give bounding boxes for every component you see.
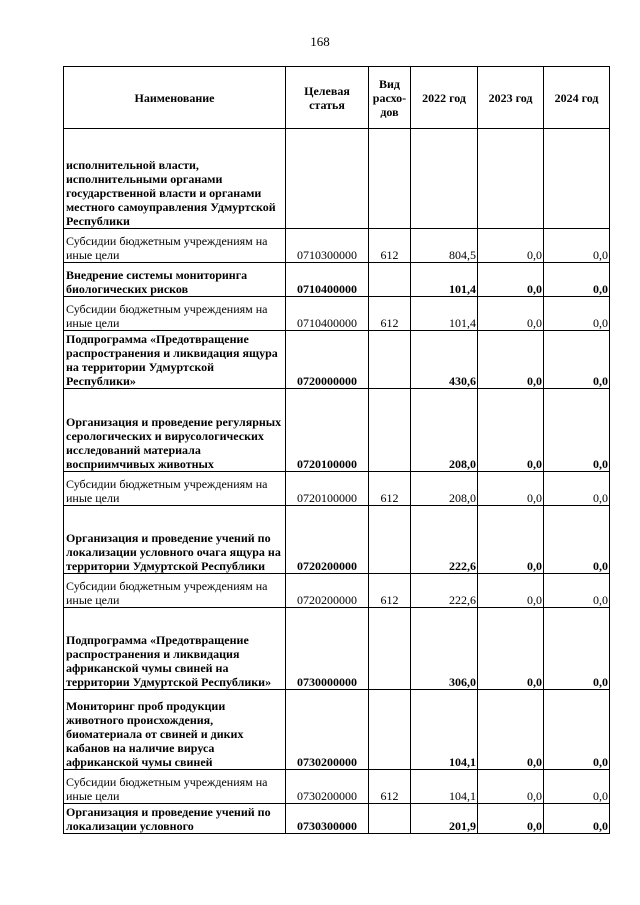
cell-2023: 0,0: [478, 804, 544, 834]
cell-code: 0720200000: [286, 506, 369, 574]
table-row: [64, 574, 610, 608]
cell-name: Внедрение системы мониторинга биологических рисков: [64, 263, 286, 297]
table-header-row: [64, 67, 610, 129]
cell-name: Организация и проведение учений по локализации условного очага ящура на территории Удмуртской Республики: [64, 506, 286, 574]
cell-code: 0730200000: [286, 770, 369, 804]
cell-2022: 222,6: [411, 574, 478, 608]
cell-2023: 0,0: [478, 608, 544, 690]
cell-2023: 0,0: [478, 263, 544, 297]
cell-2022: 104,1: [411, 690, 478, 770]
cell-2024: 0,0: [544, 804, 610, 834]
cell-2023: 0,0: [478, 472, 544, 506]
cell-2024: 0,0: [544, 297, 610, 331]
header-2024: 2024 год: [544, 67, 610, 129]
cell-2022: 201,9: [411, 804, 478, 834]
cell-2024: 0,0: [544, 389, 610, 472]
header-2022: 2022 год: [411, 67, 478, 129]
table-row: [64, 608, 610, 690]
cell-code: 0720100000: [286, 472, 369, 506]
cell-expense-type: [369, 263, 411, 297]
cell-name: Мониторинг проб продукции животного происхождения, биоматериала от свиней и диких кабанов на наличие вируса африканской чумы свиней: [64, 690, 286, 770]
cell-expense-type: [369, 804, 411, 834]
cell-expense-type: 612: [369, 574, 411, 608]
cell-code: 0730300000: [286, 804, 369, 834]
cell-code: 0710400000: [286, 297, 369, 331]
cell-2024: 0,0: [544, 608, 610, 690]
cell-code: [286, 129, 369, 229]
cell-2024: [544, 129, 610, 229]
cell-expense-type: 612: [369, 472, 411, 506]
cell-name: Субсидии бюджетным учреждениям на иные цели: [64, 297, 286, 331]
table-row: [64, 263, 610, 297]
table-row: [64, 389, 610, 472]
header-code: Целевая статья: [286, 67, 369, 129]
cell-expense-type: 612: [369, 297, 411, 331]
table-row: [64, 297, 610, 331]
table-row: [64, 472, 610, 506]
table-row: [64, 229, 610, 263]
cell-2023: 0,0: [478, 770, 544, 804]
cell-2022: [411, 129, 478, 229]
cell-code: 0730000000: [286, 608, 369, 690]
cell-code: 0720200000: [286, 574, 369, 608]
cell-2023: 0,0: [478, 574, 544, 608]
cell-name: исполнительной власти, исполнительными органами государственной власти и органами местного самоуправления Удмуртской Республики: [64, 129, 286, 229]
cell-expense-type: [369, 389, 411, 472]
cell-code: 0720100000: [286, 389, 369, 472]
cell-2022: 222,6: [411, 506, 478, 574]
cell-code: 0710400000: [286, 263, 369, 297]
table-row: [64, 129, 610, 229]
cell-code: 0730200000: [286, 690, 369, 770]
cell-2022: 104,1: [411, 770, 478, 804]
table-row: [64, 804, 610, 834]
cell-2024: 0,0: [544, 229, 610, 263]
table-row: [64, 690, 610, 770]
page-number: 168: [310, 34, 330, 49]
cell-2023: 0,0: [478, 506, 544, 574]
budget-table: [63, 66, 610, 834]
cell-2023: 0,0: [478, 690, 544, 770]
cell-2022: 101,4: [411, 263, 478, 297]
table-row: [64, 331, 610, 389]
cell-name: Субсидии бюджетным учреждениям на иные цели: [64, 770, 286, 804]
cell-2024: 0,0: [544, 770, 610, 804]
cell-2024: 0,0: [544, 331, 610, 389]
cell-name: Субсидии бюджетным учреждениям на иные цели: [64, 574, 286, 608]
table-row: [64, 770, 610, 804]
cell-2024: 0,0: [544, 472, 610, 506]
header-type: Вид расхо-дов: [369, 67, 411, 129]
cell-2022: 804,5: [411, 229, 478, 263]
cell-2022: 101,4: [411, 297, 478, 331]
header-2023: 2023 год: [478, 67, 544, 129]
cell-2024: 0,0: [544, 690, 610, 770]
cell-2024: 0,0: [544, 506, 610, 574]
cell-name: Подпрограмма «Предотвращение распространения и ликвидация ящура на территории Удмуртской Республики»: [64, 331, 286, 389]
cell-expense-type: 612: [369, 770, 411, 804]
cell-expense-type: 612: [369, 229, 411, 263]
cell-2023: 0,0: [478, 297, 544, 331]
cell-2022: 208,0: [411, 389, 478, 472]
cell-2023: [478, 129, 544, 229]
cell-name: Субсидии бюджетным учреждениям на иные цели: [64, 229, 286, 263]
cell-expense-type: [369, 129, 411, 229]
cell-expense-type: [369, 506, 411, 574]
cell-expense-type: [369, 690, 411, 770]
cell-name: Организация и проведение учений по локализации условного: [64, 804, 286, 834]
header-name: Наименование: [64, 67, 286, 129]
cell-2023: 0,0: [478, 331, 544, 389]
cell-code: 0710300000: [286, 229, 369, 263]
cell-2024: 0,0: [544, 574, 610, 608]
cell-expense-type: [369, 331, 411, 389]
cell-2024: 0,0: [544, 263, 610, 297]
cell-code: 0720000000: [286, 331, 369, 389]
cell-expense-type: [369, 608, 411, 690]
cell-name: Подпрограмма «Предотвращение распространения и ликвидация африканской чумы свиней на территории Удмуртской Республики»: [64, 608, 286, 690]
cell-2023: 0,0: [478, 229, 544, 263]
cell-name: Субсидии бюджетным учреждениям на иные цели: [64, 472, 286, 506]
cell-name: Организация и проведение регулярных серологических и вирусологических исследований материала восприимчивых животных: [64, 389, 286, 472]
cell-2022: 208,0: [411, 472, 478, 506]
cell-2023: 0,0: [478, 389, 544, 472]
cell-2022: 306,0: [411, 608, 478, 690]
table-row: [64, 506, 610, 574]
cell-2022: 430,6: [411, 331, 478, 389]
